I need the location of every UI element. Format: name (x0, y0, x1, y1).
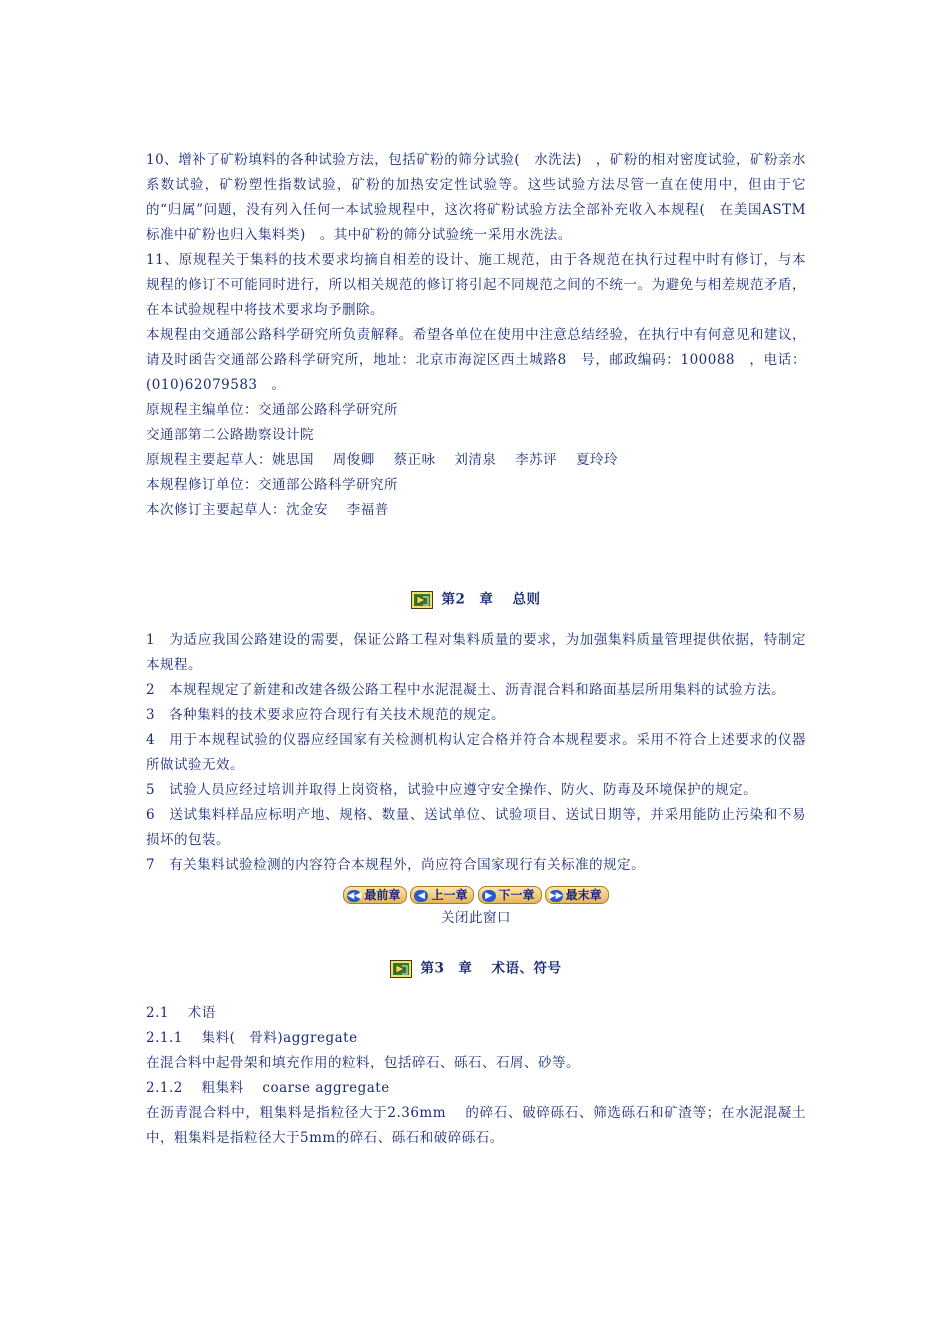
book-icon (390, 960, 412, 978)
document-body (146, 148, 820, 1151)
paragraph: 11、原规程关于集料的技术要求均摘自相差的设计、施工规范，由于各规范在执行过程中时有修订，与本规程的修订不可能同时进行，所以相关规范的修订将引起不同规范之间的不统一。为避免与相差规范矛盾，在本试验规程中将技术要求均予删除。 (146, 252, 806, 318)
paragraph: 1 为适应我国公路建设的需要，保证公路工程对集料质量的要求，为加强集料质量管理提供依据，特制定本规程。 (146, 632, 806, 673)
paragraph: 2.1.1 集料( 骨料)aggregate (146, 1030, 358, 1046)
paragraph: 在混合料中起骨架和填充作用的粒料，包括碎石、砾石、石屑、砂等。 (146, 1055, 580, 1071)
paragraph: 交通部第二公路勘察设计院 (146, 427, 314, 443)
next-chapter-label: 下一章 (498, 887, 535, 902)
chapter-2-section (146, 628, 806, 878)
paragraph: 5 试验人员应经过培训并取得上岗资格，试验中应遵守安全操作、防火、防毒及环境保护的规定。 (146, 782, 758, 798)
intro-section (146, 148, 820, 523)
last-chapter-button[interactable] (545, 886, 609, 904)
last-chapter-label: 最末章 (565, 887, 602, 902)
prev-chapter-label: 上一章 (431, 887, 468, 902)
paragraph: 在沥青混合料中，粗集料是指粒径大于2.36mm 的碎石、破碎砾石、筛选砾石和矿渣等；在水泥混凝土中，粗集料是指粒径大于5mm的碎石、砾石和破碎砾石。 (146, 1105, 806, 1146)
double-arrow-left-icon: ◀◀ (347, 890, 362, 901)
paragraph: 原规程主编单位：交通部公路科学研究所 (146, 402, 398, 418)
paragraph: 10、增补了矿粉填料的各种试验方法，包括矿粉的筛分试验( 水洗法) ，矿粉的相对密度试验，矿粉亲水系数试验，矿粉塑性指数试验，矿粉的加热安定性试验等。这些试验方法尽管一直在使用中，但由于它的“归属”问题，没有列入任何一本试验规程中，这次将矿粉试验方法全部补充收入本规程( 在美国ASTM 标准中矿粉也归入集料类) 。其中矿粉的筛分试验统一采用水洗法。 (146, 152, 820, 243)
paragraph: 3 各种集料的技术要求应符合现行有关技术规范的规定。 (146, 707, 506, 723)
chapter-2-heading (146, 588, 806, 610)
paragraph: 6 送试集料样品应标明产地、规格、数量、送试单位、试验项目、送试日期等，并采用能防止污染和不易损坏的包装。 (146, 807, 806, 848)
prev-chapter-button[interactable] (410, 886, 474, 904)
arrow-left-icon: ◀ (414, 890, 428, 902)
chapter-3-section (146, 1001, 806, 1151)
paragraph: 4 用于本规程试验的仪器应经国家有关检测机构认定合格并符合本规程要求。采用不符合上述要求的仪器所做试验无效。 (146, 732, 806, 773)
double-arrow-right-icon: ▶▶ (548, 890, 563, 901)
paragraph: 2 本规程规定了新建和改建各级公路工程中水泥混凝土、沥青混合料和路面基层所用集料的试验方法。 (146, 682, 786, 698)
close-window-link[interactable]: 关闭此窗口 (441, 910, 511, 926)
book-icon (411, 591, 433, 609)
paragraph: 7 有关集料试验检测的内容符合本规程外，尚应符合国家现行有关标准的规定。 (146, 857, 646, 873)
first-chapter-button[interactable] (343, 886, 407, 904)
chapter-nav-bar (146, 884, 806, 904)
paragraph: 本规程由交通部公路科学研究所负责解释。希望各单位在使用中注意总结经验，在执行中有何意见和建议，请及时函告交通部公路科学研究所，地址：北京市海淀区西土城路8 号，邮政编码：100088 ，电话：(010)62079583 。 (146, 327, 806, 393)
arrow-right-icon: ▶ (482, 890, 496, 902)
next-chapter-button[interactable] (478, 886, 542, 904)
paragraph: 本规程修订单位：交通部公路科学研究所 (146, 477, 398, 493)
chapter-2-title: 第2 章 总则 (441, 591, 541, 608)
first-chapter-label: 最前章 (364, 887, 401, 902)
chapter-3-title: 第3 章 术语、符号 (420, 960, 562, 977)
paragraph: 本次修订主要起草人：沈金安 李福普 (146, 502, 389, 518)
chapter-3-heading (146, 957, 806, 979)
paragraph: 原规程主要起草人：姚思国 周俊卿 蔡正咏 刘清泉 李苏评 夏玲玲 (146, 452, 618, 468)
paragraph: 2.1 术语 (146, 1005, 216, 1021)
paragraph: 2.1.2 粗集料 coarse aggregate (146, 1080, 390, 1096)
